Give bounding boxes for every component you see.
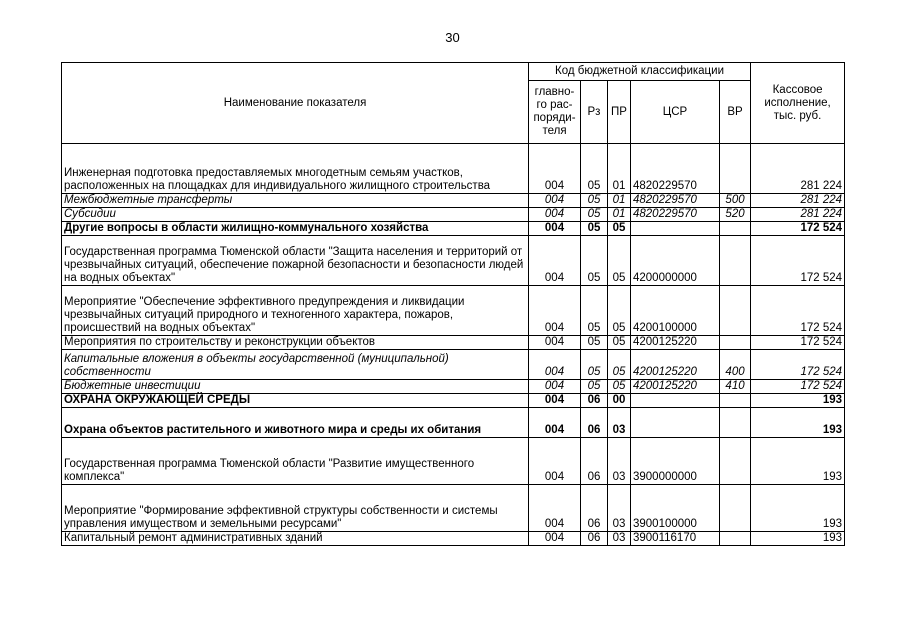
row-pr: 05 — [608, 222, 631, 236]
header-budget-code: Код бюджетной классификации — [529, 63, 751, 81]
row-rz: 05 — [581, 144, 608, 194]
row-glavn: 004 — [529, 380, 581, 394]
row-vr — [720, 408, 751, 438]
row-name: Инженерная подготовка предоставляемых многодетным семьям участков, расположенных на площадках для индивидуального жилищного строительства — [62, 144, 529, 194]
table-row — [62, 286, 845, 336]
row-name: Капитальные вложения в объекты государственной (муниципальной) собственности — [62, 350, 529, 380]
row-csr: 4200000000 — [631, 236, 720, 286]
table-row — [62, 222, 845, 236]
header-glavn: главно-го рас-поряди-теля — [529, 81, 581, 144]
row-vr: 520 — [720, 208, 751, 222]
row-amount: 281 224 — [751, 208, 845, 222]
row-glavn: 004 — [529, 222, 581, 236]
table-row — [62, 408, 845, 438]
row-name: Капитальный ремонт административных зданий — [62, 532, 529, 546]
row-name: Государственная программа Тюменской области "Защита населения и территорий от чрезвычайных ситуаций, обеспечение пожарной безопасности и безопасности людей на водных объектах" — [62, 236, 529, 286]
header-pr: ПР — [608, 81, 631, 144]
row-amount: 281 224 — [751, 144, 845, 194]
header-csr: ЦСР — [631, 81, 720, 144]
row-vr — [720, 438, 751, 485]
row-vr: 500 — [720, 194, 751, 208]
table-row — [62, 394, 845, 408]
row-glavn: 004 — [529, 236, 581, 286]
row-pr: 05 — [608, 236, 631, 286]
row-glavn: 004 — [529, 438, 581, 485]
row-amount: 193 — [751, 408, 845, 438]
row-glavn: 004 — [529, 485, 581, 532]
row-name: Охрана объектов растительного и животного мира и среды их обитания — [62, 408, 529, 438]
row-name: Межбюджетные трансферты — [62, 194, 529, 208]
row-rz: 05 — [581, 194, 608, 208]
row-name: Государственная программа Тюменской области "Развитие имущественного комплекса" — [62, 438, 529, 485]
row-amount: 193 — [751, 394, 845, 408]
row-name: Другие вопросы в области жилищно-коммунального хозяйства — [62, 222, 529, 236]
row-name: Субсидии — [62, 208, 529, 222]
row-name: ОХРАНА ОКРУЖАЮЩЕЙ СРЕДЫ — [62, 394, 529, 408]
row-pr: 01 — [608, 194, 631, 208]
table-row — [62, 208, 845, 222]
row-pr: 01 — [608, 144, 631, 194]
row-rz: 06 — [581, 394, 608, 408]
row-pr: 00 — [608, 394, 631, 408]
row-glavn: 004 — [529, 144, 581, 194]
table-row — [62, 194, 845, 208]
row-rz: 05 — [581, 350, 608, 380]
row-name: Мероприятия по строительству и реконструкции объектов — [62, 336, 529, 350]
row-rz: 05 — [581, 208, 608, 222]
table-row — [62, 144, 845, 194]
row-rz: 06 — [581, 532, 608, 546]
header-amount: Кассовое исполнение, тыс. руб. — [751, 63, 845, 144]
row-pr: 03 — [608, 532, 631, 546]
row-csr: 4200125220 — [631, 350, 720, 380]
row-pr: 05 — [608, 350, 631, 380]
row-vr — [720, 144, 751, 194]
row-csr: 4200125220 — [631, 336, 720, 350]
row-amount: 172 524 — [751, 222, 845, 236]
row-pr: 03 — [608, 438, 631, 485]
table-row — [62, 485, 845, 532]
row-csr: 4200100000 — [631, 286, 720, 336]
row-glavn: 004 — [529, 532, 581, 546]
row-glavn: 004 — [529, 336, 581, 350]
row-csr: 4200125220 — [631, 380, 720, 394]
row-glavn: 004 — [529, 394, 581, 408]
row-glavn: 004 — [529, 286, 581, 336]
row-vr — [720, 286, 751, 336]
row-pr: 03 — [608, 408, 631, 438]
row-glavn: 004 — [529, 194, 581, 208]
row-csr: 4820229570 — [631, 144, 720, 194]
header-rz: Рз — [581, 81, 608, 144]
page-number: 30 — [445, 30, 460, 45]
row-amount: 172 524 — [751, 350, 845, 380]
row-amount: 193 — [751, 532, 845, 546]
row-rz: 06 — [581, 408, 608, 438]
table-row — [62, 438, 845, 485]
row-pr: 03 — [608, 485, 631, 532]
row-rz: 05 — [581, 380, 608, 394]
row-amount: 193 — [751, 438, 845, 485]
row-rz: 05 — [581, 286, 608, 336]
table-row — [62, 336, 845, 350]
row-rz: 05 — [581, 336, 608, 350]
row-csr: 3900100000 — [631, 485, 720, 532]
row-pr: 05 — [608, 286, 631, 336]
row-csr: 4820229570 — [631, 194, 720, 208]
row-rz: 05 — [581, 236, 608, 286]
row-amount: 172 524 — [751, 236, 845, 286]
row-vr — [720, 394, 751, 408]
row-rz: 06 — [581, 485, 608, 532]
row-amount: 281 224 — [751, 194, 845, 208]
row-csr: 3900116170 — [631, 532, 720, 546]
row-vr: 410 — [720, 380, 751, 394]
budget-table — [61, 62, 845, 546]
row-csr — [631, 394, 720, 408]
budget-table-body — [62, 144, 845, 546]
row-vr — [720, 485, 751, 532]
row-vr — [720, 532, 751, 546]
row-name: Мероприятие "Обеспечение эффективного предупреждения и ликвидации чрезвычайных ситуаций природного и техногенного характера, пожаров, происшествий на водных объектах" — [62, 286, 529, 336]
row-name: Мероприятие "Формирование эффективной структуры собственности и системы управления имуществом и земельными ресурсами" — [62, 485, 529, 532]
header-name: Наименование показателя — [62, 63, 529, 144]
row-amount: 193 — [751, 485, 845, 532]
row-csr: 4820229570 — [631, 208, 720, 222]
header-vr: ВР — [720, 81, 751, 144]
row-csr — [631, 408, 720, 438]
row-rz: 06 — [581, 438, 608, 485]
row-csr — [631, 222, 720, 236]
table-row — [62, 532, 845, 546]
row-pr: 01 — [608, 208, 631, 222]
row-vr — [720, 236, 751, 286]
row-vr — [720, 222, 751, 236]
row-csr: 3900000000 — [631, 438, 720, 485]
row-pr: 05 — [608, 336, 631, 350]
row-rz: 05 — [581, 222, 608, 236]
row-glavn: 004 — [529, 408, 581, 438]
row-amount: 172 524 — [751, 336, 845, 350]
row-amount: 172 524 — [751, 380, 845, 394]
row-vr: 400 — [720, 350, 751, 380]
row-amount: 172 524 — [751, 286, 845, 336]
table-row — [62, 236, 845, 286]
table-row — [62, 380, 845, 394]
row-name: Бюджетные инвестиции — [62, 380, 529, 394]
row-vr — [720, 336, 751, 350]
row-pr: 05 — [608, 380, 631, 394]
row-glavn: 004 — [529, 350, 581, 380]
row-glavn: 004 — [529, 208, 581, 222]
table-row — [62, 350, 845, 380]
